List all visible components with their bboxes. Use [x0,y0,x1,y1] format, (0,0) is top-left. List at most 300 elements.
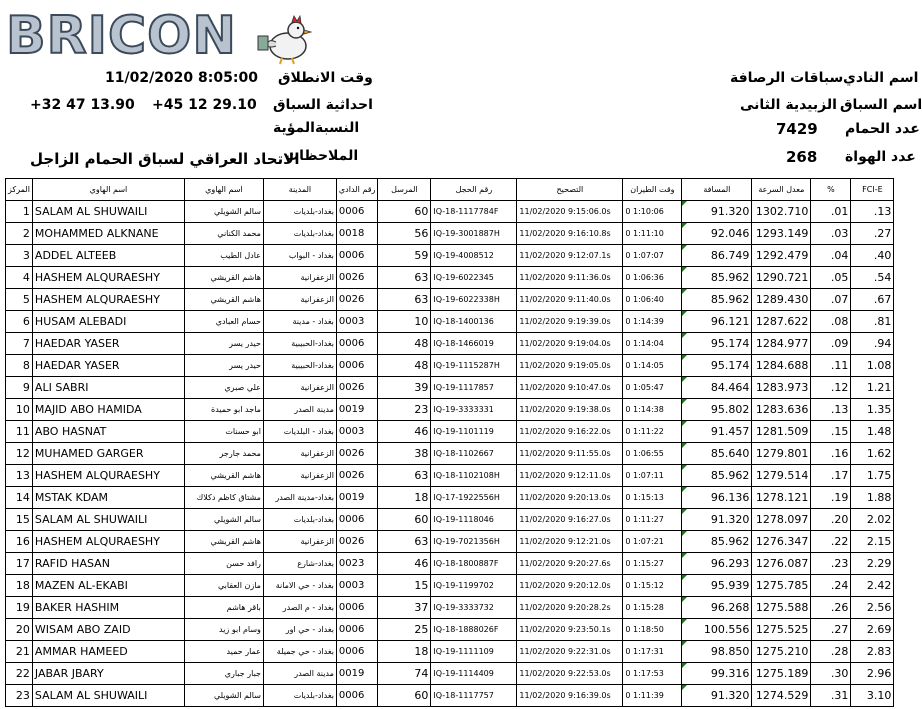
flight-time-cell: 0 1:14:05 [623,355,682,377]
distance-cell: 98.850 [682,641,752,663]
ring-cell: IQ-18-1102667 [431,443,517,465]
city-cell: بغداد - البلديات [263,421,336,443]
table-row [6,201,894,223]
pct-cell: .17 [811,465,851,487]
name-en-cell: ADDEL ALTEEB [32,245,184,267]
club-no-cell: 0006 [336,619,377,641]
city-cell: الزعفرانية [263,531,336,553]
club-no-cell: 0026 [336,289,377,311]
club-no-cell: 0026 [336,267,377,289]
rank-cell: 20 [6,619,33,641]
ring-cell: IQ-17-1922556H [431,487,517,509]
table-row [6,487,894,509]
flight-time-cell: 0 1:14:39 [623,311,682,333]
rank-cell: 10 [6,399,33,421]
name-ar-cell: وسام ابو زيد [184,619,263,641]
fci-cell: .13 [851,201,894,223]
city-cell: الزعفرانية [263,289,336,311]
birds-label: عدد الحمام [845,121,920,137]
name-ar-cell: عمار حميد [184,641,263,663]
correction-cell: 11/02/2020 9:20:28.2s [517,597,623,619]
table-row [6,553,894,575]
rank-cell: 13 [6,465,33,487]
name-en-cell: AMMAR HAMEED [32,641,184,663]
correction-cell: 11/02/2020 9:10:47.0s [517,377,623,399]
flight-time-cell: 0 1:11:39 [623,685,682,707]
distance-cell: 96.293 [682,553,752,575]
name-en-cell: ABO HASNAT [32,421,184,443]
flight-time-cell: 0 1:07:07 [623,245,682,267]
name-ar-cell: مازن العقابي [184,575,263,597]
name-ar-cell: علي صبري [184,377,263,399]
pct-cell: .31 [811,685,851,707]
distance-cell: 85.962 [682,531,752,553]
flight-time-cell: 0 1:15:28 [623,597,682,619]
flight-time-cell: 0 1:11:27 [623,509,682,531]
coords-lat: +32 47 13.90 [30,97,135,113]
rank-cell: 23 [6,685,33,707]
club-no-cell: 0006 [336,245,377,267]
speed-cell: 1275.785 [752,575,811,597]
city-cell: بغداد-شارع [263,553,336,575]
name-ar-cell: هاشم القريشي [184,267,263,289]
sent-cell: 48 [378,333,431,355]
sent-cell: 15 [378,575,431,597]
col-sent: المرسل [378,179,431,201]
city-cell: بغداد - حي اور [263,619,336,641]
sent-cell: 63 [378,531,431,553]
fci-cell: 1.75 [851,465,894,487]
table-row [6,289,894,311]
distance-cell: 95.939 [682,575,752,597]
sent-cell: 18 [378,641,431,663]
name-ar-cell: هاشم القريشي [184,465,263,487]
flight-time-cell: 0 1:15:27 [623,553,682,575]
col-rank: المركز [6,179,33,201]
ring-cell: IQ-19-1117857 [431,377,517,399]
speed-cell: 1274.529 [752,685,811,707]
table-row [6,399,894,421]
rank-cell: 11 [6,421,33,443]
name-ar-cell: هاشم القريشي [184,289,263,311]
speed-cell: 1284.977 [752,333,811,355]
rank-cell: 7 [6,333,33,355]
name-ar-cell: مشتاق كاظم دكلاك [184,487,263,509]
table-row [6,465,894,487]
fci-cell: 1.21 [851,377,894,399]
rank-cell: 22 [6,663,33,685]
table-row [6,663,894,685]
flight-time-cell: 0 1:14:38 [623,399,682,421]
table-row [6,597,894,619]
club-no-cell: 0019 [336,487,377,509]
distance-cell: 100.556 [682,619,752,641]
ring-cell: IQ-18-1466019 [431,333,517,355]
fci-cell: 2.83 [851,641,894,663]
pct-cell: .16 [811,443,851,465]
distance-cell: 95.802 [682,399,752,421]
fci-cell: .54 [851,267,894,289]
pct-cell: .20 [811,509,851,531]
col-fci: FCI-E [851,179,894,201]
name-ar-cell: محمد الكناني [184,223,263,245]
table-row [6,575,894,597]
flight-time-cell: 0 1:07:11 [623,465,682,487]
city-cell: الزعفرانية [263,377,336,399]
name-en-cell: HASHEM ALQURAESHY [32,531,184,553]
flight-time-cell: 0 1:05:47 [623,377,682,399]
rank-cell: 3 [6,245,33,267]
col-name-ar: اسم الهاوي [184,179,263,201]
ring-cell: IQ-19-1101119 [431,421,517,443]
col-city: المدينة [263,179,336,201]
fci-cell: .94 [851,333,894,355]
speed-cell: 1275.588 [752,597,811,619]
ring-cell: IQ-19-3333331 [431,399,517,421]
rank-cell: 9 [6,377,33,399]
rank-cell: 4 [6,267,33,289]
city-cell: بغداد - م الصدر [263,597,336,619]
rank-cell: 21 [6,641,33,663]
club-no-cell: 0026 [336,443,377,465]
distance-cell: 85.962 [682,465,752,487]
coords-label: احداثية السباق [273,97,373,113]
correction-cell: 11/02/2020 9:15:06.0s [517,201,623,223]
rank-cell: 1 [6,201,33,223]
col-pct: % [811,179,851,201]
rank-cell: 15 [6,509,33,531]
distance-cell: 91.320 [682,509,752,531]
name-ar-cell: هاشم القريشي [184,531,263,553]
rank-cell: 17 [6,553,33,575]
distance-cell: 91.320 [682,201,752,223]
name-en-cell: WISAM ABO ZAID [32,619,184,641]
name-en-cell: MAJID ABO HAMIDA [32,399,184,421]
sent-cell: 63 [378,289,431,311]
name-ar-cell: سالم الشويلي [184,509,263,531]
ring-cell: IQ-19-6022338H [431,289,517,311]
flight-time-cell: 0 1:17:31 [623,641,682,663]
ring-cell: IQ-18-1400136 [431,311,517,333]
name-en-cell: RAFID HASAN [32,553,184,575]
fci-cell: 3.10 [851,685,894,707]
pct-cell: .22 [811,531,851,553]
pct-cell: .12 [811,377,851,399]
flight-time-cell: 0 1:06:40 [623,289,682,311]
distance-cell: 92.046 [682,223,752,245]
city-cell: بغداد-الحبيبية [263,333,336,355]
distance-cell: 96.268 [682,597,752,619]
pct-cell: .30 [811,663,851,685]
speed-cell: 1279.801 [752,443,811,465]
flight-time-cell: 0 1:06:36 [623,267,682,289]
speed-cell: 1302.710 [752,201,811,223]
club-no-cell: 0003 [336,311,377,333]
distance-cell: 99.316 [682,663,752,685]
speed-cell: 1293.149 [752,223,811,245]
name-ar-cell: باقر هاشم [184,597,263,619]
table-row [6,531,894,553]
correction-cell: 11/02/2020 9:19:39.0s [517,311,623,333]
name-ar-cell: سالم الشويلي [184,201,263,223]
flight-time-cell: 0 1:18:50 [623,619,682,641]
speed-cell: 1276.347 [752,531,811,553]
name-ar-cell: محمد جارجر [184,443,263,465]
name-en-cell: MOHAMMED ALKNANE [32,223,184,245]
speed-cell: 1283.973 [752,377,811,399]
col-ring: رقم الحجل [431,179,517,201]
fci-cell: 2.42 [851,575,894,597]
speed-cell: 1281.509 [752,421,811,443]
correction-cell: 11/02/2020 9:16:27.0s [517,509,623,531]
name-ar-cell: ابو حسنات [184,421,263,443]
city-cell: الزعفرانية [263,465,336,487]
name-en-cell: HASHEM ALQURAESHY [32,465,184,487]
col-flight: وقت الطيران [623,179,682,201]
sent-cell: 25 [378,619,431,641]
sent-cell: 10 [378,311,431,333]
speed-cell: 1275.525 [752,619,811,641]
club-label: اسم النادي [843,70,919,86]
club-no-cell: 0006 [336,333,377,355]
name-ar-cell: حسام العبادي [184,311,263,333]
fci-cell: 2.29 [851,553,894,575]
sent-cell: 60 [378,685,431,707]
club-no-cell: 0006 [336,641,377,663]
sent-cell: 63 [378,267,431,289]
correction-cell: 11/02/2020 9:11:55.0s [517,443,623,465]
race-label: اسم السباق [840,97,922,113]
club-no-cell: 0006 [336,685,377,707]
fci-cell: 2.96 [851,663,894,685]
correction-cell: 11/02/2020 9:22:31.0s [517,641,623,663]
ring-cell: IQ-18-1800887F [431,553,517,575]
city-cell: بغداد-بلديات [263,509,336,531]
correction-cell: 11/02/2020 9:23:50.1s [517,619,623,641]
pct-cell: .19 [811,487,851,509]
name-en-cell: MSTAK KDAM [32,487,184,509]
fci-cell: 2.02 [851,509,894,531]
club-no-cell: 0003 [336,575,377,597]
correction-cell: 11/02/2020 9:19:38.0s [517,399,623,421]
speed-cell: 1276.087 [752,553,811,575]
ring-cell: IQ-18-1117757 [431,685,517,707]
name-en-cell: HAEDAR YASER [32,333,184,355]
table-row [6,619,894,641]
pct-cell: .15 [811,421,851,443]
fci-cell: .40 [851,245,894,267]
coords-lon: +45 12 29.10 [152,97,257,113]
club-no-cell: 0003 [336,421,377,443]
fci-cell: 1.62 [851,443,894,465]
fci-cell: 1.35 [851,399,894,421]
city-cell: بغداد - مدينة [263,311,336,333]
city-cell: بغداد - حي جميلة [263,641,336,663]
fci-cell: 1.08 [851,355,894,377]
distance-cell: 85.640 [682,443,752,465]
flight-time-cell: 0 1:06:55 [623,443,682,465]
chicken-icon [254,10,314,66]
club-no-cell: 0026 [336,531,377,553]
name-ar-cell: سالم الشويلي [184,685,263,707]
ring-cell: IQ-19-7021356H [431,531,517,553]
club-value: سباقات الرصافة [730,70,844,86]
city-cell: بغداد-بلديات [263,223,336,245]
ring-cell: IQ-19-1115287H [431,355,517,377]
sent-cell: 60 [378,509,431,531]
percent-label: النسبةالمؤية [273,120,360,136]
pct-cell: .01 [811,201,851,223]
table-row [6,377,894,399]
pct-cell: .23 [811,553,851,575]
table-row [6,421,894,443]
rank-cell: 2 [6,223,33,245]
club-no-cell: 0026 [336,465,377,487]
ring-cell: IQ-18-1102108H [431,465,517,487]
city-cell: مدينة الصدر [263,399,336,421]
fci-cell: 2.56 [851,597,894,619]
flight-time-cell: 0 1:15:13 [623,487,682,509]
city-cell: بغداد - البواب [263,245,336,267]
club-no-cell: 0019 [336,663,377,685]
table-row [6,223,894,245]
sent-cell: 63 [378,465,431,487]
correction-cell: 11/02/2020 9:11:40.0s [517,289,623,311]
distance-cell: 91.320 [682,685,752,707]
name-en-cell: BAKER HASHIM [32,597,184,619]
pct-cell: .07 [811,289,851,311]
table-row [6,685,894,707]
name-en-cell: MUHAMED GARGER [32,443,184,465]
logo-text: BRICON [6,6,237,66]
fci-cell: 2.15 [851,531,894,553]
ring-cell: IQ-19-4008512 [431,245,517,267]
race-value: الزبيدية الثانى [740,97,837,113]
correction-cell: 11/02/2020 9:20:13.0s [517,487,623,509]
correction-cell: 11/02/2020 9:16:22.0s [517,421,623,443]
table-row [6,641,894,663]
speed-cell: 1290.721 [752,267,811,289]
sent-cell: 46 [378,553,431,575]
speed-cell: 1278.097 [752,509,811,531]
table-header-row [6,179,894,201]
sent-cell: 59 [378,245,431,267]
correction-cell: 11/02/2020 9:11:36.0s [517,267,623,289]
sent-cell: 38 [378,443,431,465]
club-no-cell: 0026 [336,377,377,399]
club-no-cell: 0006 [336,201,377,223]
distance-cell: 96.121 [682,311,752,333]
sent-cell: 48 [378,355,431,377]
speed-cell: 1278.121 [752,487,811,509]
col-distance: المسافة [682,179,752,201]
city-cell: مدينة الصدر [263,663,336,685]
flight-time-cell: 0 1:14:04 [623,333,682,355]
city-cell: الزعفرانية [263,267,336,289]
rank-cell: 12 [6,443,33,465]
city-cell: بغداد-بلديات [263,685,336,707]
name-en-cell: SALAM AL SHUWAILI [32,509,184,531]
sent-cell: 60 [378,201,431,223]
ring-cell: IQ-18-1888026F [431,619,517,641]
correction-cell: 11/02/2020 9:19:05.0s [517,355,623,377]
sent-cell: 56 [378,223,431,245]
table-row [6,311,894,333]
ring-cell: IQ-19-3333732 [431,597,517,619]
table-row [6,267,894,289]
flight-time-cell: 0 1:15:12 [623,575,682,597]
notes-value: الاتحاد العراقي لسباق الحمام الزاجل [30,150,300,168]
speed-cell: 1287.622 [752,311,811,333]
pct-cell: .08 [811,311,851,333]
pct-cell: .27 [811,619,851,641]
pct-cell: .13 [811,399,851,421]
pct-cell: .26 [811,597,851,619]
table-row [6,443,894,465]
distance-cell: 85.962 [682,267,752,289]
table-row [6,355,894,377]
city-cell: بغداد-الحبيبية [263,355,336,377]
flight-time-cell: 0 1:07:21 [623,531,682,553]
pct-cell: .28 [811,641,851,663]
name-ar-cell: رافد حسن [184,553,263,575]
name-en-cell: HAEDAR YASER [32,355,184,377]
distance-cell: 84.464 [682,377,752,399]
pct-cell: .09 [811,333,851,355]
name-en-cell: ALI SABRI [32,377,184,399]
name-en-cell: SALAM AL SHUWAILI [32,201,184,223]
table-row [6,333,894,355]
speed-cell: 1279.514 [752,465,811,487]
fci-cell: .27 [851,223,894,245]
correction-cell: 11/02/2020 9:16:39.0s [517,685,623,707]
speed-cell: 1275.210 [752,641,811,663]
correction-cell: 11/02/2020 9:16:10.8s [517,223,623,245]
correction-cell: 11/02/2020 9:12:21.0s [517,531,623,553]
speed-cell: 1289.430 [752,289,811,311]
col-club-no: رقم الدادي [336,179,377,201]
distance-cell: 96.136 [682,487,752,509]
club-no-cell: 0006 [336,509,377,531]
fci-cell: .81 [851,311,894,333]
flight-time-cell: 0 1:17:53 [623,663,682,685]
fci-cell: 1.88 [851,487,894,509]
name-en-cell: JABAR JBARY [32,663,184,685]
rank-cell: 14 [6,487,33,509]
flight-time-cell: 0 1:11:22 [623,421,682,443]
name-ar-cell: جبار جباري [184,663,263,685]
sent-cell: 46 [378,421,431,443]
club-no-cell: 0006 [336,355,377,377]
city-cell: بغداد-مدينة الصدر [263,487,336,509]
city-cell: بغداد - حي الامانة [263,575,336,597]
birds-value: 7429 [776,120,818,138]
distance-cell: 85.962 [682,289,752,311]
name-ar-cell: عادل الطيب [184,245,263,267]
name-en-cell: HUSAM ALEBADI [32,311,184,333]
pct-cell: .04 [811,245,851,267]
fanciers-label: عدد الهواة [845,149,916,165]
club-no-cell: 0023 [336,553,377,575]
rank-cell: 16 [6,531,33,553]
correction-cell: 11/02/2020 9:22:53.0s [517,663,623,685]
bricon-logo [6,4,306,64]
rank-cell: 8 [6,355,33,377]
pct-cell: .05 [811,267,851,289]
name-ar-cell: حيدر يسر [184,333,263,355]
fanciers-value: 268 [786,148,818,166]
speed-cell: 1283.636 [752,399,811,421]
